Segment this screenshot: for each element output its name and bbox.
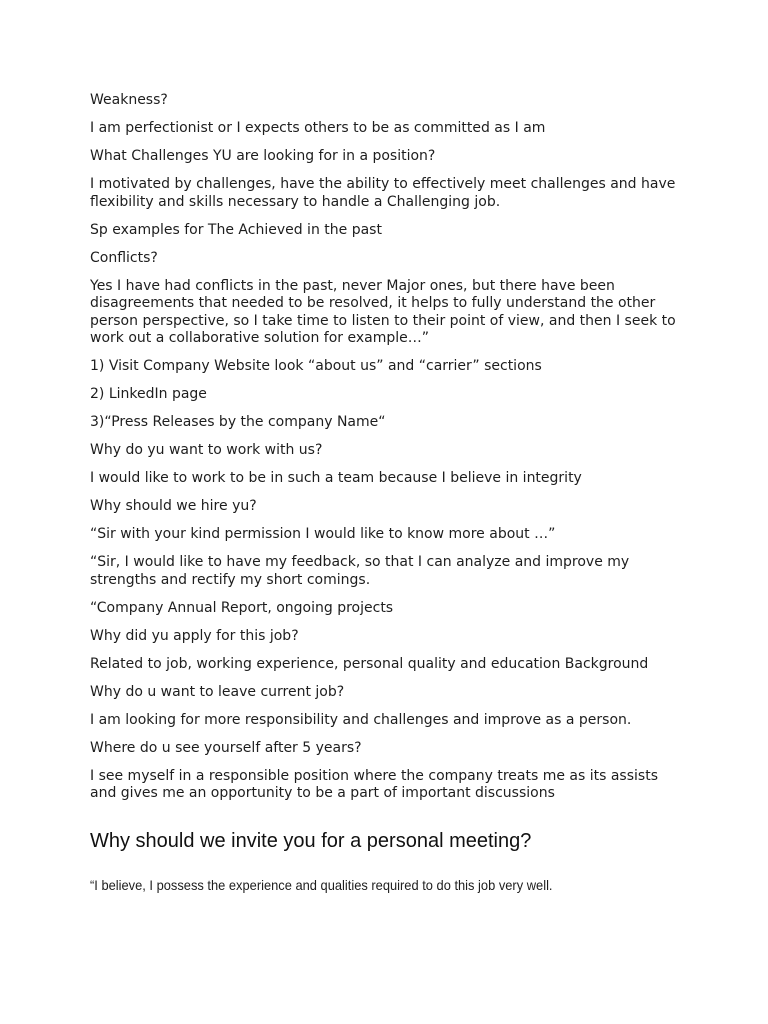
paragraph-hire-question: Why should we hire yu?	[90, 498, 257, 514]
paragraph-leave-answer: I am looking for more responsibility and challenges and improve as a person.	[90, 711, 632, 728]
paragraph-weakness-question: Weakness?	[90, 92, 168, 108]
paragraph-apply-answer: Related to job, working experience, personal quality and education Background	[90, 655, 649, 672]
paragraph-leave-question: Why do u want to leave current job?	[90, 683, 345, 700]
paragraph-research-linkedin: 2) LinkedIn page	[90, 386, 207, 402]
paragraph-weakness-answer: I am perfectionist or I expects others to be as committed as I am	[90, 120, 546, 136]
paragraph-research-website: 1) Visit Company Website look “about us” and “carrier” sections	[90, 358, 542, 374]
paragraph-five-years-question: Where do u see yourself after 5 years?	[90, 739, 362, 756]
paragraph-work-with-us-question: Why do yu want to work with us?	[90, 442, 323, 458]
paragraph-five-years-answer: I see myself in a responsible position where the company treats me as its assists and gives me an opportunity to be a part of important discussions	[90, 767, 658, 801]
paragraph-feedback: “Sir, I would like to have my feedback, so that I can analyze and improve my strengths and rectify my short comings.	[90, 554, 630, 588]
document-body	[90, 92, 680, 813]
paragraph-challenges-question: What Challenges YU are looking for in a position?	[90, 148, 436, 164]
paragraph-work-with-us-answer: I would like to work to be in such a team because I believe in integrity	[90, 470, 582, 486]
paragraph-examples: Sp examples for The Achieved in the past	[90, 221, 382, 238]
section-heading: Why should we invite you for a personal meeting?	[90, 830, 532, 852]
paragraph-conflicts-question: Conflicts?	[90, 249, 158, 266]
paragraph-research-press: 3)“Press Releases by the company Name“	[90, 414, 386, 430]
paragraph-annual-report: “Company Annual Report, ongoing projects	[90, 599, 394, 616]
paragraph-apply-question: Why did yu apply for this job?	[90, 627, 299, 644]
paragraph-challenges-answer: I motivated by challenges, have the ability to effectively meet challenges and have flexibility and skills necessary to handle a Challenging job.	[90, 176, 676, 210]
paragraph-know-more: “Sir with your kind permission I would like to know more about …”	[90, 526, 556, 542]
paragraph-conflicts-answer: Yes I have had conflicts in the past, never Major ones, but there have been disagreements that needed to be resolved, it helps to fully understand the other person perspective, so I take time to listen to their point of view, and then I seek to work out a collaborative solution for example…”	[90, 277, 676, 346]
closing-statement: “I believe, I possess the experience and qualities required to do this job very well.	[90, 877, 553, 893]
